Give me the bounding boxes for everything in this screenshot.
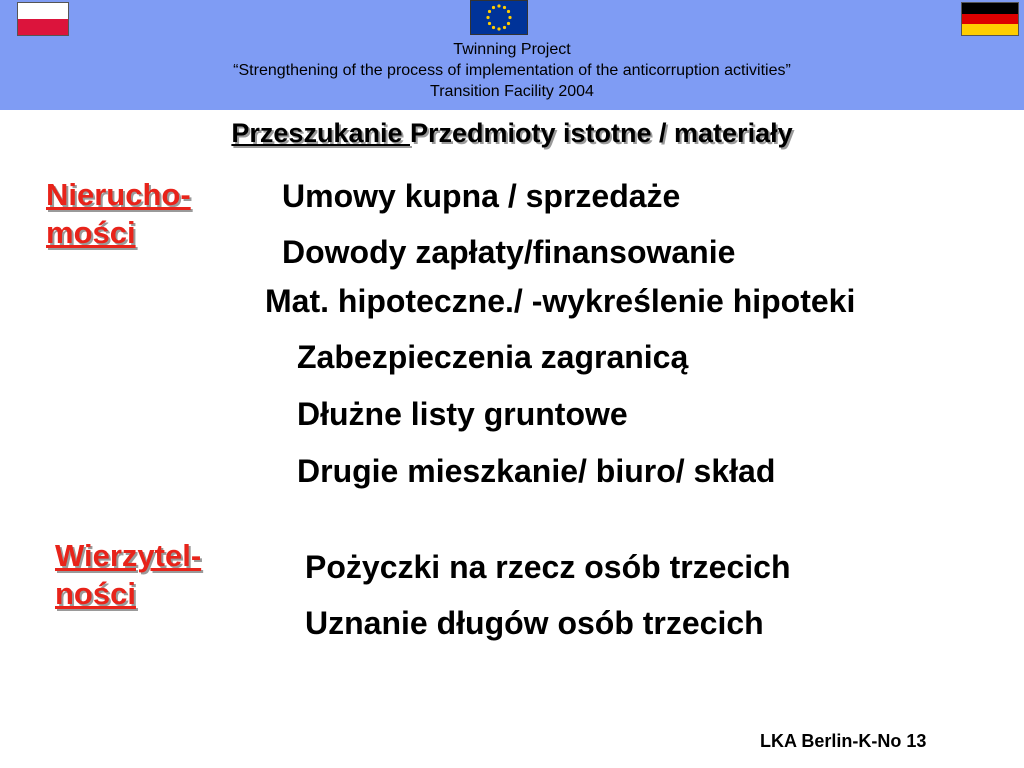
list-item: Pożyczki na rzecz osób trzecich	[305, 549, 791, 585]
eu-flag-icon	[470, 0, 528, 35]
list-item: Dłużne listy gruntowe	[297, 396, 628, 432]
poland-flag-icon	[17, 2, 69, 36]
page-title	[0, 118, 1024, 149]
list-item: Zabezpieczenia zagranicą	[297, 339, 689, 375]
section-label-line: mości	[46, 215, 136, 250]
project-subtitle: “Strengthening of the process of implementation of the anticorruption activities”	[233, 62, 791, 79]
section-label-line: Nierucho-	[46, 177, 191, 212]
title-part-main: Przedmioty istotne / materiały	[409, 118, 793, 148]
project-name: Twinning Project	[453, 41, 571, 58]
project-facility: Transition Facility 2004	[430, 83, 594, 100]
germany-flag-icon	[961, 2, 1019, 36]
section-label-line: Wierzytel-	[55, 538, 202, 573]
list-item: Dowody zapłaty/finansowanie	[282, 234, 736, 270]
section-label-line: ności	[55, 576, 136, 611]
project-info	[0, 39, 1024, 102]
list-item: Mat. hipoteczne./ -wykreślenie hipoteki	[265, 283, 856, 319]
list-item: Uznanie długów osób trzecich	[305, 605, 764, 641]
list-item: Umowy kupna / sprzedaże	[282, 178, 681, 214]
header-banner	[0, 0, 1024, 110]
list-item: Drugie mieszkanie/ biuro/ skład	[297, 453, 776, 489]
title-part-underlined: Przeszukanie	[231, 118, 410, 148]
footer-slide-id: LKA Berlin-K-No 13	[760, 731, 927, 751]
section-label-real-estate	[46, 176, 191, 252]
section-label-receivables	[55, 537, 201, 613]
